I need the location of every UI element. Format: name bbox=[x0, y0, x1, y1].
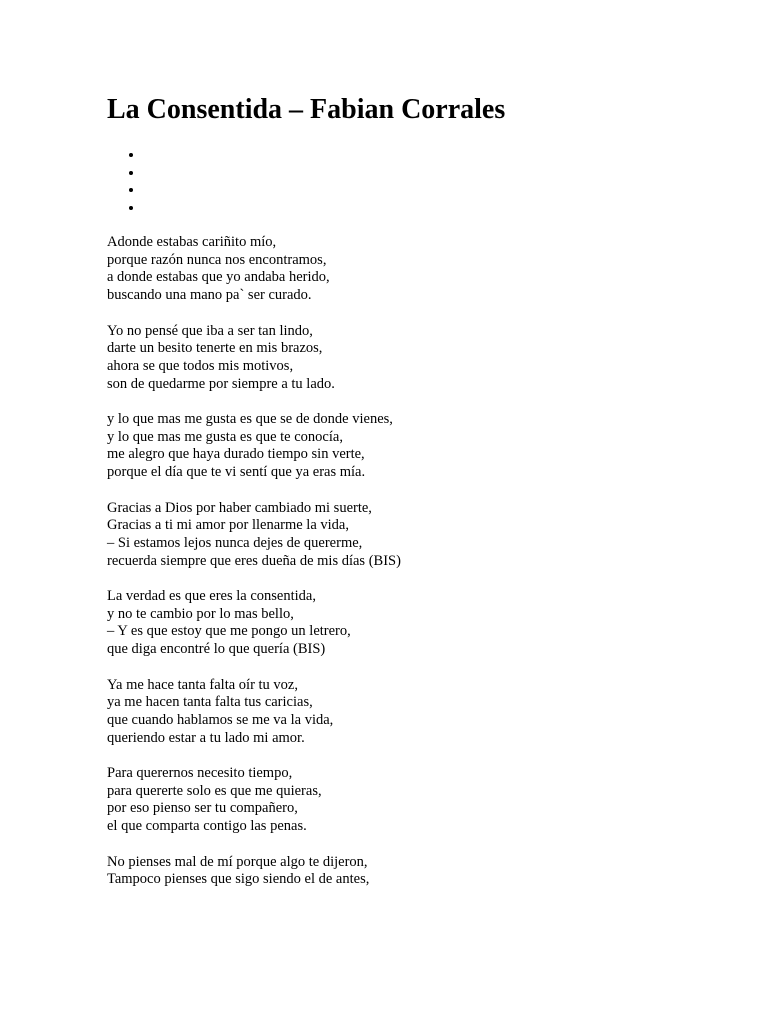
stanza-1 bbox=[107, 234, 727, 305]
lyric-line: porque razón nunca nos encontramos, bbox=[107, 251, 327, 268]
lyric-line: darte un besito tenerte en mis brazos, bbox=[107, 340, 323, 357]
lyric-line: La verdad es que eres la consentida, bbox=[107, 588, 316, 604]
lyric-line: son de quedarme por siempre a tu lado. bbox=[107, 375, 335, 392]
stanza-7 bbox=[107, 765, 727, 836]
lyric-line: por eso pienso ser tu compañero, bbox=[107, 800, 298, 817]
lyric-line: – Y es que estoy que me pongo un letrero, bbox=[107, 623, 351, 640]
lyric-line: que cuando hablamos se me va la vida, bbox=[107, 711, 334, 728]
stanza-2 bbox=[107, 323, 727, 394]
lyric-line: me alegro que haya durado tiempo sin verte, bbox=[107, 446, 365, 463]
lyric-line: ya me hacen tanta falta tus caricias, bbox=[107, 694, 313, 711]
lyric-line: Tampoco pienses que sigo siendo el de antes, bbox=[107, 871, 370, 888]
lyric-line: y lo que mas me gusta es que te conocía, bbox=[107, 428, 343, 445]
lyric-line: y lo que mas me gusta es que se de donde vienes, bbox=[107, 411, 393, 427]
lyric-line: ahora se que todos mis motivos, bbox=[107, 357, 294, 374]
lyric-line: Adonde estabas cariñito mío, bbox=[107, 234, 277, 250]
lyric-line: recuerda siempre que eres dueña de mis días (BIS) bbox=[107, 552, 401, 569]
stanza-4 bbox=[107, 500, 727, 571]
lyric-line: y no te cambio por lo mas bello, bbox=[107, 605, 294, 622]
stanza-6 bbox=[107, 677, 727, 748]
lyric-line: – Si estamos lejos nunca dejes de quererme, bbox=[107, 534, 363, 551]
stanza-3 bbox=[107, 411, 727, 482]
lyric-line: Para querernos necesito tiempo, bbox=[107, 765, 293, 781]
lyric-line: Yo no pensé que iba a ser tan lindo, bbox=[107, 322, 313, 339]
lyric-line: para quererte solo es que me quieras, bbox=[107, 782, 322, 799]
lyric-line: Gracias a Dios por haber cambiado mi suerte, bbox=[107, 499, 372, 516]
lyric-line: a donde estabas que yo andaba herido, bbox=[107, 269, 330, 286]
lyric-line: el que comparta contigo las penas. bbox=[107, 818, 307, 835]
stanza-8 bbox=[107, 854, 727, 889]
lyric-line: porque el día que te vi sentí que ya eras mía. bbox=[107, 464, 366, 481]
lyric-line: Gracias a ti mi amor por llenarme la vida, bbox=[107, 517, 349, 534]
lyric-line: Ya me hace tanta falta oír tu voz, bbox=[107, 676, 298, 693]
lyric-line: queriendo estar a tu lado mi amor. bbox=[107, 729, 305, 746]
lyric-line: que diga encontré lo que quería (BIS) bbox=[107, 641, 326, 658]
page-title: La Consentida – Fabian Corrales bbox=[107, 94, 506, 125]
lyrics-body bbox=[107, 234, 727, 907]
stanza-5 bbox=[107, 588, 727, 659]
lyric-line: No pienses mal de mí porque algo te dijeron, bbox=[107, 853, 368, 870]
lyric-line: buscando una mano pa` ser curado. bbox=[107, 287, 312, 304]
